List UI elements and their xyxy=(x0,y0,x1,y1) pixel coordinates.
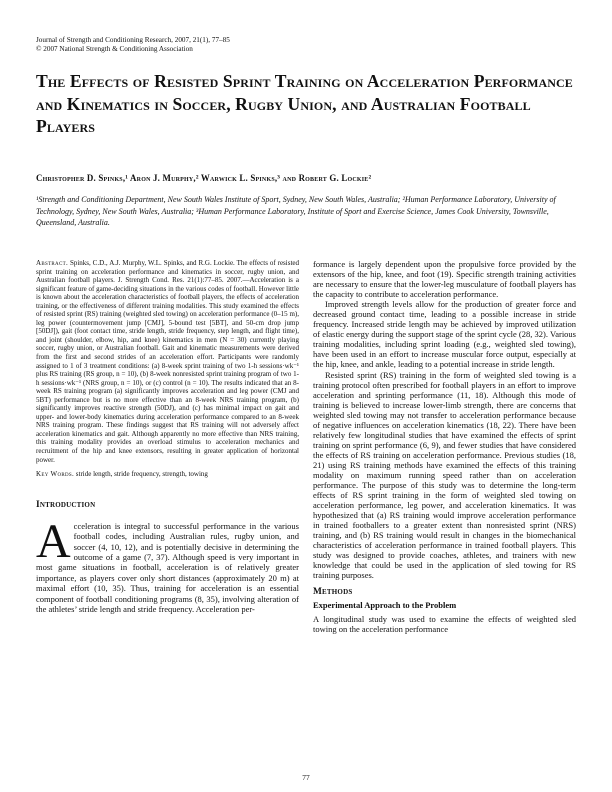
left-column xyxy=(36,259,299,615)
methods-heading: Methods xyxy=(313,586,353,597)
methods-subheading: Experimental Approach to the Problem xyxy=(313,600,457,611)
body-paragraph-1: formance is largely dependent upon the propulsive force provided by the extensors of the hip, knee, and foot (19). Specific strength training activities are necessary to ensure that the lower-leg musculature of football players has the capacity to contribute to acceleration performance. xyxy=(313,259,576,300)
page-number: 77 xyxy=(302,773,310,782)
journal-copyright: © 2007 National Strength & Conditioning Association xyxy=(36,44,193,53)
journal-header xyxy=(36,36,230,53)
keywords xyxy=(36,470,299,479)
journal-citation: Journal of Strength and Conditioning Research, 2007, 21(1), 77–85 xyxy=(36,36,230,44)
abstract-text: Spinks, C.D., A.J. Murphy, W.L. Spinks, and R.G. Lockie. The effects of resisted sprint training on acceleration performance and kinematics in soccer, rugby union, and Australian football players. J. Strength Cond. Res. 21(1):77–85. 2007.—Acceleration is a significant feature of game-deciding situations in the various codes of football. However little is known about the acceleration characteristics of football players, the effects of acceleration training, or the effectiveness of different training modalities. This study examined the effects of resisted sprint (RS) training (weighted sled towing) on acceleration performance (0–15 m), leg power (countermovement jump [CMJ], 5-bound test [5BT], and 50-cm drop jump [50DJ]), gait (foot contact time, stride length, stride frequency, step length, and flight time), and joint (shoulder, elbow, hip, and knee) kinematics in men (N = 30) currently playing soccer, rugby union, or Australian football. Gait and kinematic measurements were derived from the first and second strides of an acceleration effort. Participants were randomly assigned to 1 of 3 treatment conditions: (a) 8-week sprint training of two 1-h sessions·wk⁻¹ plus RS training (RS group, n = 10), (b) 8-week nonresisted sprint training program of two 1-h sessions·wk⁻¹ (NRS group, n = 10), or (c) control (n = 10). The results indicated that an 8-week RS training program (a) significantly improves acceleration and leg power (CMJ and 5BT) performance but is no more effective than an 8-week NRS training program, (b) significantly improves reactive strength (50DJ), and (c) has minimal impact on gait and upper- and lower-body kinematics during acceleration performance compared to an 8-week NRS training program. These findings suggest that RS training will not adversely affect acceleration kinematics and gait. Although apparently no more effective than NRS training, this training modality provides an overload stimulus to acceleration mechanics and recruitment of the hip and knee extensors, resulting in greater application of horizontal power. xyxy=(36,259,299,464)
right-column xyxy=(313,259,576,634)
introduction-paragraph xyxy=(36,514,299,615)
abstract xyxy=(36,259,299,464)
introduction-heading: Introduction xyxy=(36,499,96,510)
affiliations: ¹Strength and Conditioning Department, New South Wales Institute of Sport, Sydney, New South Wales, Australia; ²Human Performance Laboratory, University of Technology, Sydney, New South Wales, Australia; ³Human Performance Laboratory, Institute of Sport and Exercise Science, James Cook University, Townsville, Queensland, Australia. xyxy=(36,195,556,228)
abstract-label: Abstract. xyxy=(36,259,69,267)
keywords-label: Key Words. xyxy=(36,470,75,479)
body-paragraph-3: Resisted sprint (RS) training in the form of weighted sled towing is a training protocol often prescribed for football players in an effort to improve acceleration and sprinting performance (11, 18). Although this mode of training is believed to increase lower-limb strength, there are concerns that weighted sled towing may not transfer to acceleration performance because of negative influences on acceleration kinematics (18, 22). There have been relatively few longitudinal studies that have examined the effects of sprint training on sprint performance (6, 9), and fewer studies that have considered the effects of RS training on acceleration performance. Previous studies (18, 21) using RS training methods have examined the effects of this training modality on maximum running speed rather than on acceleration performance. The purpose of this study was to determine the long-term effects of RS sprint training in the form of weighted sled towing on acceleration performance, leg power, and acceleration kinematics. It was hypothesized that (a) RS training would improve acceleration performance in trained footballers to a greater extent than nonresisted sprint (NRS) training, and (b) RS training would result in changes in the biomechanical characteristics of acceleration performance in trained football players. This study was designed to provide coaches, athletes, and trainers with new knowledge that could be used in the application of sled towing for RS training purposes. xyxy=(313,369,576,581)
article-title: The Effects of Resisted Sprint Training on Acceleration Performance and Kinematics in Soccer, Rugby Union, and Australian Football Players xyxy=(36,71,573,136)
author-list: Christopher D. Spinks,¹ Aron J. Murphy,² Warwick L. Spinks,³ and Robert G. Lockie² xyxy=(36,173,372,183)
introduction-text: cceleration is integral to successful performance in the various football codes, including Australian rules, rugby union, and soccer (4, 10, 12), and is potentially decisive in determining the outcome of a game (7, 37). Although speed is very important in most game situations in football, acceleration is of relatively greater importance, as players cover only short distances (approximately 20 m) at maximal effort (10, 35). Thus, training for acceleration is an essential component of football conditioning programs (8, 35), involving alteration of the athletes’ stride length and stride frequency. Acceleration per- xyxy=(36,520,299,615)
body-paragraph-2: Improved strength levels allow for the production of greater force and decreased ground contact time, leading to a possible increase in stride frequency. Increased stride length may be achieved by improved utilization of elastic energy during the support stage of the sprint cycle (28, 32). Various training modalities, including sprint loading (e.g., weighted sled towing), have been used in an effort to increase muscular force output, especially at the hip, knee, and ankle, leading to a potential increase in stride length. xyxy=(313,299,576,370)
keywords-text: stride length, stride frequency, strength, towing xyxy=(74,470,208,479)
drop-cap: A xyxy=(36,514,71,568)
body-paragraph-4: A longitudinal study was used to examine the effects of weighted sled towing on the acceleration performance xyxy=(313,614,576,635)
